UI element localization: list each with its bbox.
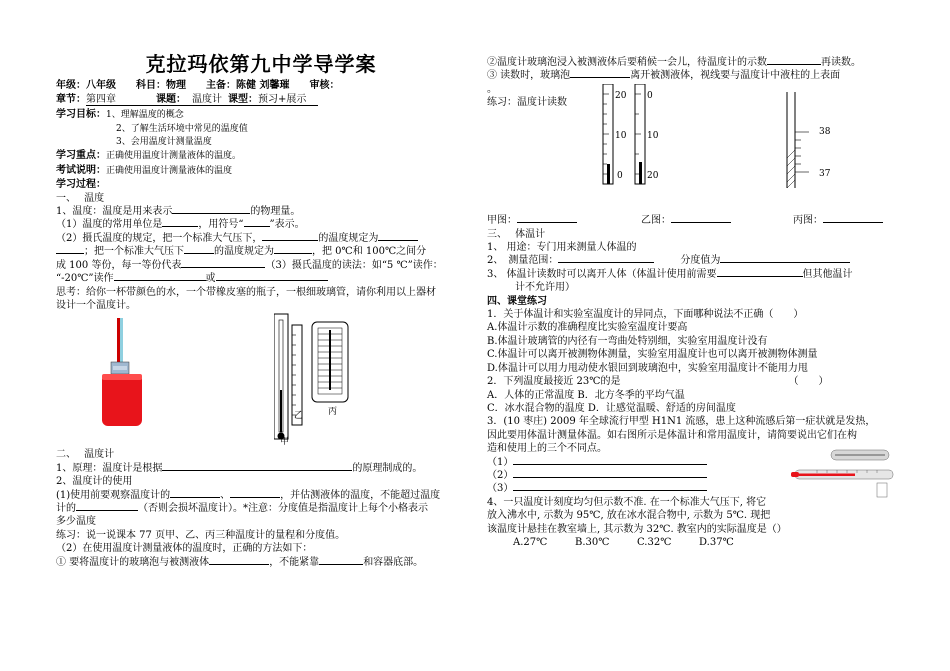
answer-blank[interactable] [517,222,577,223]
s2-line-4 [56,502,466,515]
r-text: 离开被测液体，视线要与温度计中液柱的上表面 [630,70,841,82]
type-value: 预习+展示 [258,94,318,106]
s1-text: “-20℃”读作 [56,273,114,285]
q4-option-d: D.37℃ [699,536,734,548]
s2-line-7: （2）在使用温度计测量液体的温度时，正确的方法如下： [56,543,313,555]
answer-blank[interactable] [274,253,312,254]
tick-label-38: 38 [819,127,831,138]
s1-line-8: 设计一个温度计。 [56,299,136,311]
answer-blank[interactable] [172,213,250,214]
tick-label: 10 [647,131,659,142]
s3-line-2 [487,254,897,267]
s2-line-8 [56,556,466,569]
r-line-1 [487,56,897,69]
s2-text: 、 [220,489,231,501]
q4-option-c: C.32℃ [637,536,672,548]
tick-label: 0 [617,171,623,182]
s3-line-3 [487,268,897,281]
q2-paren: （ ） [788,376,829,388]
q4-option-b: B.30℃ [575,536,610,548]
q4-line-2: 放入沸水中, 示数为 95℃, 放在冰水混合物中, 示数为 5℃. 现把 [487,510,771,522]
s1-line-2 [56,218,466,231]
goals-row-1 [56,108,466,122]
q2 [487,375,897,388]
s2-text: （否则会损坏温度计）。*注意：分度值是指温度计上每个小格表示 [138,502,428,514]
reading-answers [487,214,897,227]
process-label: 学习过程： [56,179,106,191]
answer-blank[interactable] [671,222,731,223]
left-column [56,0,466,569]
tick-label: 20 [647,171,659,182]
figure-label-yi: 乙 [294,411,304,422]
reading-label: 甲图： [487,215,517,227]
q3-line-3: 造和使用上的三个不同点。 [487,443,607,455]
s2-line-5: 多少温度 [56,516,96,528]
answer-blank[interactable] [244,226,270,227]
practice-label: 练习：温度计读数 [487,97,567,109]
s2-text: 的原理制成的。 [352,462,423,474]
s2-line-2: 2、温度计的使用 [56,476,133,488]
answer-blank[interactable] [513,464,707,465]
s1-line-4 [56,245,466,258]
figure-label-bing: 丙 [328,407,338,418]
exam-text: 正确使用温度计测量液体的温度 [106,165,233,176]
s1-text: 的温度规定为 [318,232,379,244]
q3-answers [487,456,897,496]
page-title: 克拉玛依第九中学导学案 [145,52,377,76]
answer-blank[interactable] [319,564,363,565]
answer-blank[interactable] [76,510,138,511]
s1-line-3 [56,232,466,245]
s1-text: 的物理量。 [250,206,301,218]
q3-answer-label: （2） [487,469,514,481]
s3-text: 2、 测量范围： [487,255,559,267]
answer-blank[interactable] [823,222,883,223]
q4-line-3: 该温度计悬挂在教室墙上, 其示数为 32℃. 教室内的实际温度是（） [487,523,787,535]
info-line-1: 年级：八年级 科目：物理 主备：陈健 刘馨璀 审核： [56,80,340,92]
s3-text: 分度值为 [680,255,721,267]
q1-option-d: D.体温计可以用力甩动使水银回到玻璃泡中，实验室用温度计不能用力甩 [487,362,808,374]
answer-blank[interactable] [513,490,707,491]
answer-blank[interactable] [162,470,352,471]
s1-line-1 [56,205,466,218]
answer-blank[interactable] [209,564,269,565]
s3-text: 3、 体温计读数时可以离开人体（体温计使用前需要 [487,268,717,280]
s2-text: 1、原理：温度计是根据 [56,462,163,474]
q1: 1．关于体温计和实验室温度计的异同点，下面哪种说法不正确（ ） [487,309,804,321]
tick-label: 0 [647,91,653,102]
r-line-2 [487,69,897,82]
r-text: ②温度计玻璃泡浸入被测液体后要稍候一会儿，待温度计的示数 [487,57,767,68]
q3-answer-label: （3） [487,483,514,495]
tick-label: 20 [615,91,627,102]
s1-text: ；把一个标准大气压下 [84,246,184,258]
answer-blank[interactable] [262,240,318,241]
answer-blank[interactable] [378,240,418,241]
q1-option-a: A.体温计示数的准确程度比实验室温度计要高 [487,322,688,334]
r-line-3: 。 [487,83,497,95]
section-1-heading: 一、 温度 [56,192,105,204]
s1-text: ，把 0℃和 100℃之间分 [312,246,427,258]
s2-text: ，不能紧靠 [269,556,320,568]
q2-options-ab: A．人体的正常温度 B．北方冬季的平均气温 [487,389,685,401]
r-text: 再读数。 [821,57,861,68]
s1-text: （3）摄氏温度的读法：如“5 ℃”读作： [265,259,443,271]
answer-blank[interactable] [717,276,803,277]
goals-label: 学习目标： [56,109,106,121]
s2-line-1 [56,462,466,475]
q3-line-1: 3．(10 枣庄) 2009 年全球流行甲型 H1N1 流感，患上这种流感后第一症状就是发热， [487,416,876,428]
topic-label: 课题： [156,93,186,105]
s2-text: 和容器底部。 [363,556,424,568]
exam-label: 考试说明： [56,164,106,176]
answer-blank[interactable] [767,64,821,65]
answer-blank[interactable] [230,497,280,498]
s3-line-4: 计不允许用） [515,282,575,294]
s1-text: 1、温度：温度是用来表示 [56,206,173,218]
reading-label: 乙图： [641,215,671,227]
s2-text: ① 要将温度计的玻璃泡与被测液体 [56,556,210,568]
q4-option-a: A.27℃ [513,536,548,548]
figure-label-jia: 甲 [280,437,290,448]
q4-options [487,536,897,549]
s2-line-3 [56,489,466,502]
s1-text: （1）温度的常用单位是 [56,219,163,231]
info-line-2 [56,93,466,106]
s1-text: 或 [205,273,216,285]
answer-blank[interactable] [162,226,198,227]
tick-label-37: 37 [819,169,831,180]
focus-label: 学习重点： [56,150,106,162]
answer-blank[interactable] [181,267,265,268]
clinical-thermometers-figure [787,448,897,508]
figure-area [56,312,466,448]
s3-line-1: 1、 用途：专门用来测量人体温的 [487,242,637,254]
focus-text: 正确使用温度计测量液体的温度。 [106,151,242,162]
reading-label: 丙图： [793,215,823,227]
answer-blank[interactable] [56,253,84,254]
focus-row [56,149,466,163]
s1-text: （2）摄氏温度的规定，把一个标准大气压下， [56,232,263,244]
right-column [487,56,897,549]
goal-1: 1、理解温度的概念 [106,110,184,121]
s1-text: ，用符号“ [198,219,244,231]
s2-line-6: 练习：说一说课本 77 页甲、乙、丙三种温度计的量程和分度值。 [56,529,346,541]
answer-blank[interactable] [558,262,654,263]
type-label: 课型： [228,93,258,105]
bottle-figure [96,318,156,428]
q4-line-1: 4、一只温度计刻度均匀但示数不准. 在一个标准大气压下, 将它 [487,496,767,508]
section-2-heading: 二、 温度计 [56,449,115,461]
s1-line-6 [56,272,466,285]
lab-thermometers-figure [274,310,394,450]
q3-answer-label: （1） [487,456,514,468]
section-3-heading: 三、 体温计 [487,228,546,240]
chapter-label: 章节： [56,93,86,105]
s1-line-7: 思考：给你一杯带颜色的水，一个带橡皮塞的瓶子，一根细玻璃管，请你利用以上器材 [56,286,436,298]
s1-line-5 [56,259,466,272]
answer-blank[interactable] [216,280,328,281]
chapter-value: 第四章 [86,94,156,106]
thermometer-bing [777,92,817,192]
goal-2: 2、了解生活环境中常见的温度值 [116,123,248,134]
s1-text: 成 100 等份，每一等份代表 [56,259,182,271]
goal-3: 3、会用温度计测量温度 [116,137,212,148]
exam-row [56,164,466,178]
answer-blank[interactable] [170,497,220,498]
q2-text: 2．下列温度最接近 23℃的是 [487,376,621,388]
topic-value: 温度计 [186,94,228,106]
answer-blank[interactable] [570,77,630,78]
answer-blank[interactable] [720,262,850,263]
s2-text: (1)使用前要观察温度计的 [56,489,171,501]
s2-text: ，并估测液体的温度，不能超过温度 [280,489,441,501]
s2-text: 计的 [56,502,76,514]
answer-blank[interactable] [184,253,214,254]
r-text: ③ 读数时，玻璃泡 [487,70,571,82]
s1-text: 的温度规定为 [214,246,274,258]
answer-blank[interactable] [114,280,206,281]
s3-text: 但其他温计 [802,268,853,280]
q1-option-c: C.体温计可以离开被测物体测量，实验室用温度计也可以离开被测物体测量 [487,349,818,361]
s1-text: ”表示。 [269,219,305,231]
q3-line-2: 因此要用体温计测量体温。如右图所示是体温计和常用温度计，请简要说出它们在构 [487,429,857,441]
section-4-heading: 四、课堂练习 [487,295,547,307]
tick-label: 10 [615,131,627,142]
q2-options-cd: C．冰水混合物的温度 D．让感觉温暖、舒适的房间温度 [487,402,736,414]
answer-blank[interactable] [513,477,707,478]
thermometer-readings-figure [487,91,897,214]
q1-option-b: B.体温计玻璃管的内径有一弯曲处特别细，实验室用温度计没有 [487,335,768,347]
